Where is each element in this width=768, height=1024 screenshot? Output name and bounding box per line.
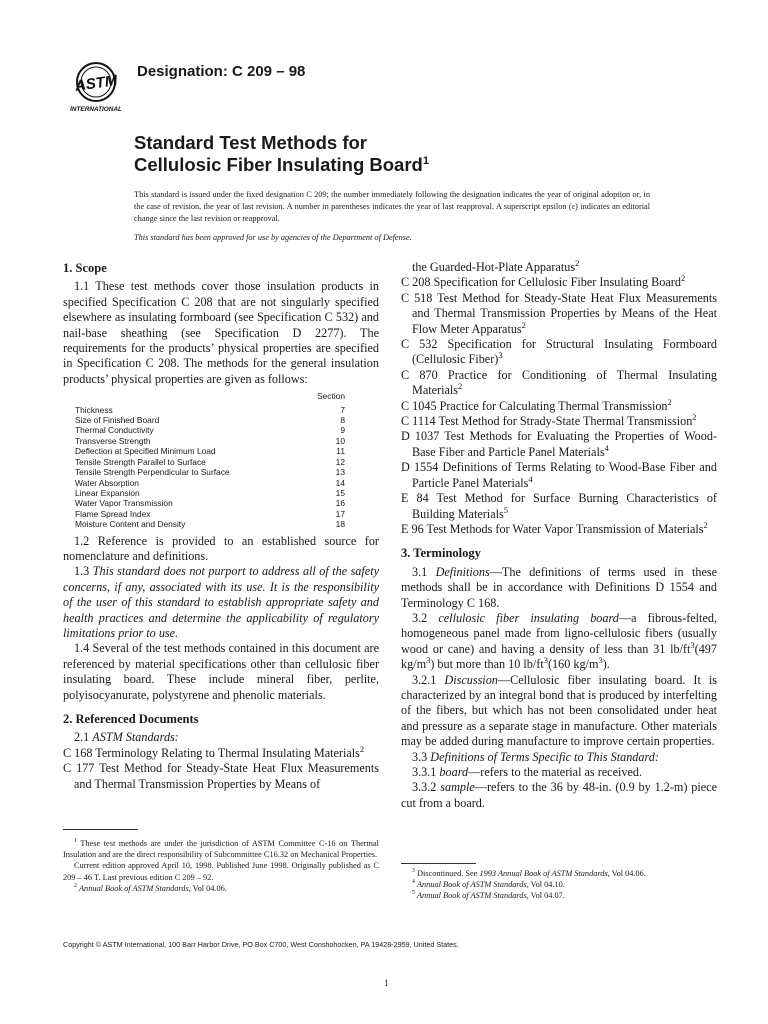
scope-1-2: 1.2 Reference is provided to an established source for nomenclature and definitions. bbox=[63, 533, 379, 563]
scope-1-3: 1.3 This standard does not purport to address all of the safety concerns, if any, associated with its use. It is the responsibility of the user of this standard to establish appropriate safety and health practices and determine the applicability of regulatory limitations prior to use. bbox=[63, 564, 379, 640]
scope-1-1: 1.1 These test methods cover those insulation products in specified Specification C 208 that are not singularly specified elsewhere as insulating formboard (see Specification C 532) and nail-base sheathing (see Specification D 2277). The requirements for the products’ physical properties are specified in Specification C 208. The methods for the general insulation products’ physical properties are given as follows: bbox=[63, 279, 379, 386]
term-3-1: 3.1 Definitions—The definitions of terms used in these methods shall be in accordance with Definitions D 1554 and Terminology C 168. bbox=[401, 564, 718, 610]
reference-item: C 168 Terminology Relating to Thermal Insulating Materials$^2$ bbox=[63, 743, 365, 760]
section-table-number: 10 bbox=[335, 435, 345, 446]
footnote-rule-left bbox=[63, 829, 138, 830]
section-table-number: 14 bbox=[335, 477, 345, 488]
footnote-rule-right bbox=[401, 863, 476, 864]
section-table-row bbox=[75, 425, 345, 435]
reference-list-right bbox=[401, 257, 717, 537]
section-table-row bbox=[75, 519, 345, 529]
reference-item: E 84 Test Method for Surface Burning Characteristics of Building Materials$^5$ bbox=[401, 491, 717, 521]
section-table-number: 11 bbox=[336, 446, 345, 457]
section-table-number: 13 bbox=[335, 467, 345, 478]
section-table-number: 9 bbox=[340, 425, 345, 436]
title-line-1: Standard Test Methods for bbox=[134, 132, 367, 153]
section-table-name: Transverse Strength bbox=[75, 435, 151, 446]
logo-subtext: INTERNATIONAL bbox=[70, 106, 122, 113]
term-3-2-1: 3.2.1 Discussion—Cellulosic fiber insulating board. It is characterized by an integral bond that is produced by interfelting of the fibers, but which has not been consolidated under heat and pressure as a separate stage in manufacture. Other materials may be added during manufacture to improve certain properties. bbox=[401, 672, 718, 749]
section-table-name: Moisture Content and Density bbox=[75, 519, 186, 530]
section-table-name: Deflection at Specified Minimum Load bbox=[75, 446, 216, 457]
section-table-number: 18 bbox=[335, 519, 345, 530]
section-table-name: Water Vapor Transmission bbox=[75, 498, 173, 509]
section-table-row bbox=[75, 436, 345, 446]
reference-item: D 1554 Definitions of Terms Relating to Wood-Base Fiber and Particle Panel Materials$^4$ bbox=[401, 460, 717, 490]
footnote-4: $^4$ Annual Book of ASTM Standards, Vol 04.10. bbox=[412, 879, 565, 890]
reference-item: the Guarded-Hot-Plate Apparatus$^2$ bbox=[412, 257, 580, 274]
term-3-2: 3.2 cellulosic fiber insulating board—a fibrous-felted, homogeneous panel made from ligno-cellulosic fibers (usually wood or cane) and having a density of less than 31 $lb/ft^3(497$ $kg/m^3$) but more than 10 $lb/ft^3(160$ $kg/m^3$). bbox=[401, 610, 717, 672]
reference-item: C 870 Practice for Conditioning of Thermal Insulating Materials$^2$ bbox=[401, 367, 717, 398]
section-table-row bbox=[75, 488, 345, 498]
section-table-number: 16 bbox=[335, 498, 345, 509]
section-table-row bbox=[75, 498, 345, 508]
designation: Designation: C 209 – 98 bbox=[137, 63, 306, 80]
footnote-1: $^1$ These test methods are under the jurisdiction of ASTM Committee C-16 on Thermal Insulation and are the direct responsibility of Subcommittee C16.32 on Mechanical Properties. bbox=[63, 838, 379, 860]
section-table-row bbox=[75, 478, 345, 488]
footnote-5: $^5$ Annual Book of ASTM Standards, Vol 04.07. bbox=[412, 890, 565, 901]
section-table-row bbox=[75, 509, 345, 519]
reference-item: C 518 Test Method for Steady-State Heat Flux Measurements and Thermal Transmission Properties by Means of the Heat Flow Meter Apparatus$^2$ bbox=[401, 290, 717, 336]
copyright-line: Copyright © ASTM International, 100 Barr Harbor Drive, PO Box C700, West Conshohocken, PA 19428-2959, United States. bbox=[63, 940, 459, 949]
left-column bbox=[63, 261, 379, 792]
page-number: 1 bbox=[384, 978, 389, 988]
footnote-1-edition: Current edition approved April 10, 1998. Published June 1998. Originally published as C 209 – 46 T. Last previous edition C 209 – 92. bbox=[63, 861, 379, 882]
term-3-3-1: 3.3.1 board—refers to the material as received. bbox=[412, 765, 643, 779]
section-heading-terminology: 3. Terminology bbox=[401, 546, 481, 561]
footnote-3: $^3$ Discontinued. See 1993 Annual Book of ASTM Standards, Vol 04.06. bbox=[412, 868, 646, 878]
footnotes-right bbox=[401, 868, 717, 902]
section-table-number: 8 bbox=[340, 415, 345, 426]
section-table-name: Tensile Strength Perpendicular to Surface bbox=[75, 467, 230, 478]
section-table-number: 15 bbox=[335, 487, 345, 498]
astm-logo bbox=[64, 58, 128, 114]
right-column bbox=[401, 257, 718, 811]
section-table bbox=[75, 391, 345, 529]
section-table-row bbox=[75, 415, 345, 425]
section-table-name: Tensile Strength Parallel to Surface bbox=[75, 456, 206, 467]
section-table-number: 12 bbox=[335, 456, 345, 467]
section-heading-referenced: 2. Referenced Documents bbox=[63, 712, 199, 726]
reference-item: D 1037 Test Methods for Evaluating the Properties of Wood-Base Fiber and Particle Panel Materials$^4$ bbox=[401, 429, 717, 459]
section-table-row bbox=[75, 405, 345, 415]
section-table-number: 7 bbox=[340, 404, 345, 415]
section-table-name: Linear Expansion bbox=[75, 487, 140, 498]
scope-1-4: 1.4 Several of the test methods contained in this document are referenced by material specifications other than cellulosic fiber insulating board. These include mineral fiber, perlite, polyisocyanurate, polystyrene and phenolic materials. bbox=[63, 641, 379, 702]
reference-list-left bbox=[63, 743, 379, 792]
section-table-name: Flame Spread Index bbox=[75, 508, 151, 519]
document-title bbox=[134, 132, 429, 176]
reference-item: C 177 Test Method for Steady-State Heat Flux Measurements and Thermal Transmission Properties by Means of bbox=[63, 761, 379, 791]
section-table-row bbox=[75, 467, 345, 477]
title-footnote-ref: 1 bbox=[422, 154, 429, 167]
section-table-name: Thickness bbox=[75, 404, 113, 415]
reference-item: C 532 Specification for Structural Insulating Formboard (Cellulosic Fiber)$^3$ bbox=[401, 337, 717, 367]
reference-item: E 96 Test Methods for Water Vapor Transmission of Materials$^2$ bbox=[401, 519, 708, 536]
reference-item: C 208 Specification for Cellulosic Fiber Insulating Board$^2$ bbox=[401, 273, 686, 290]
title-line-2: Cellulosic Fiber Insulating Board$^1$ bbox=[134, 154, 429, 175]
section-table-header: Section bbox=[317, 391, 345, 402]
term-3-3-2: 3.3.2 sample—refers to the 36 by 48-in. (0.9 by 1.2-m) piece cut from a board. bbox=[401, 780, 718, 810]
reference-item: C 1114 Test Method for Strady-State Thermal Transmission$^2$ bbox=[401, 412, 697, 429]
term-3-3: 3.3 Definitions of Terms Specific to This Standard: bbox=[412, 749, 659, 764]
standard-notice: This standard is issued under the fixed designation C 209; the number immediately following the designation indicates the year of original adoption or, in the case of revision, the year of last revision. A number in parentheses indicates the year of last reapproval. A superscript epsilon (ε) indicates an editorial change since the last revision or reapproval. bbox=[134, 190, 650, 223]
footnote-2: $^2$ Annual Book of ASTM Standards, Vol 04.06. bbox=[74, 883, 227, 893]
section-heading-scope: 1. Scope bbox=[63, 261, 107, 275]
section-table-number: 17 bbox=[335, 508, 345, 519]
referenced-2-1: 2.1 ASTM Standards: bbox=[74, 730, 179, 745]
section-table-name: Size of Finished Board bbox=[75, 415, 160, 426]
logo-text: ASTM bbox=[73, 72, 119, 95]
section-table-row bbox=[75, 457, 345, 467]
section-table-name: Thermal Conductivity bbox=[75, 425, 154, 436]
reference-item: C 1045 Practice for Calculating Thermal Transmission$^2$ bbox=[401, 396, 672, 413]
section-table-row bbox=[75, 446, 345, 456]
section-table-name: Water Absorption bbox=[75, 477, 139, 488]
dod-approval: This standard has been approved for use by agencies of the Department of Defense. bbox=[134, 233, 412, 242]
footnotes-left bbox=[63, 838, 379, 894]
